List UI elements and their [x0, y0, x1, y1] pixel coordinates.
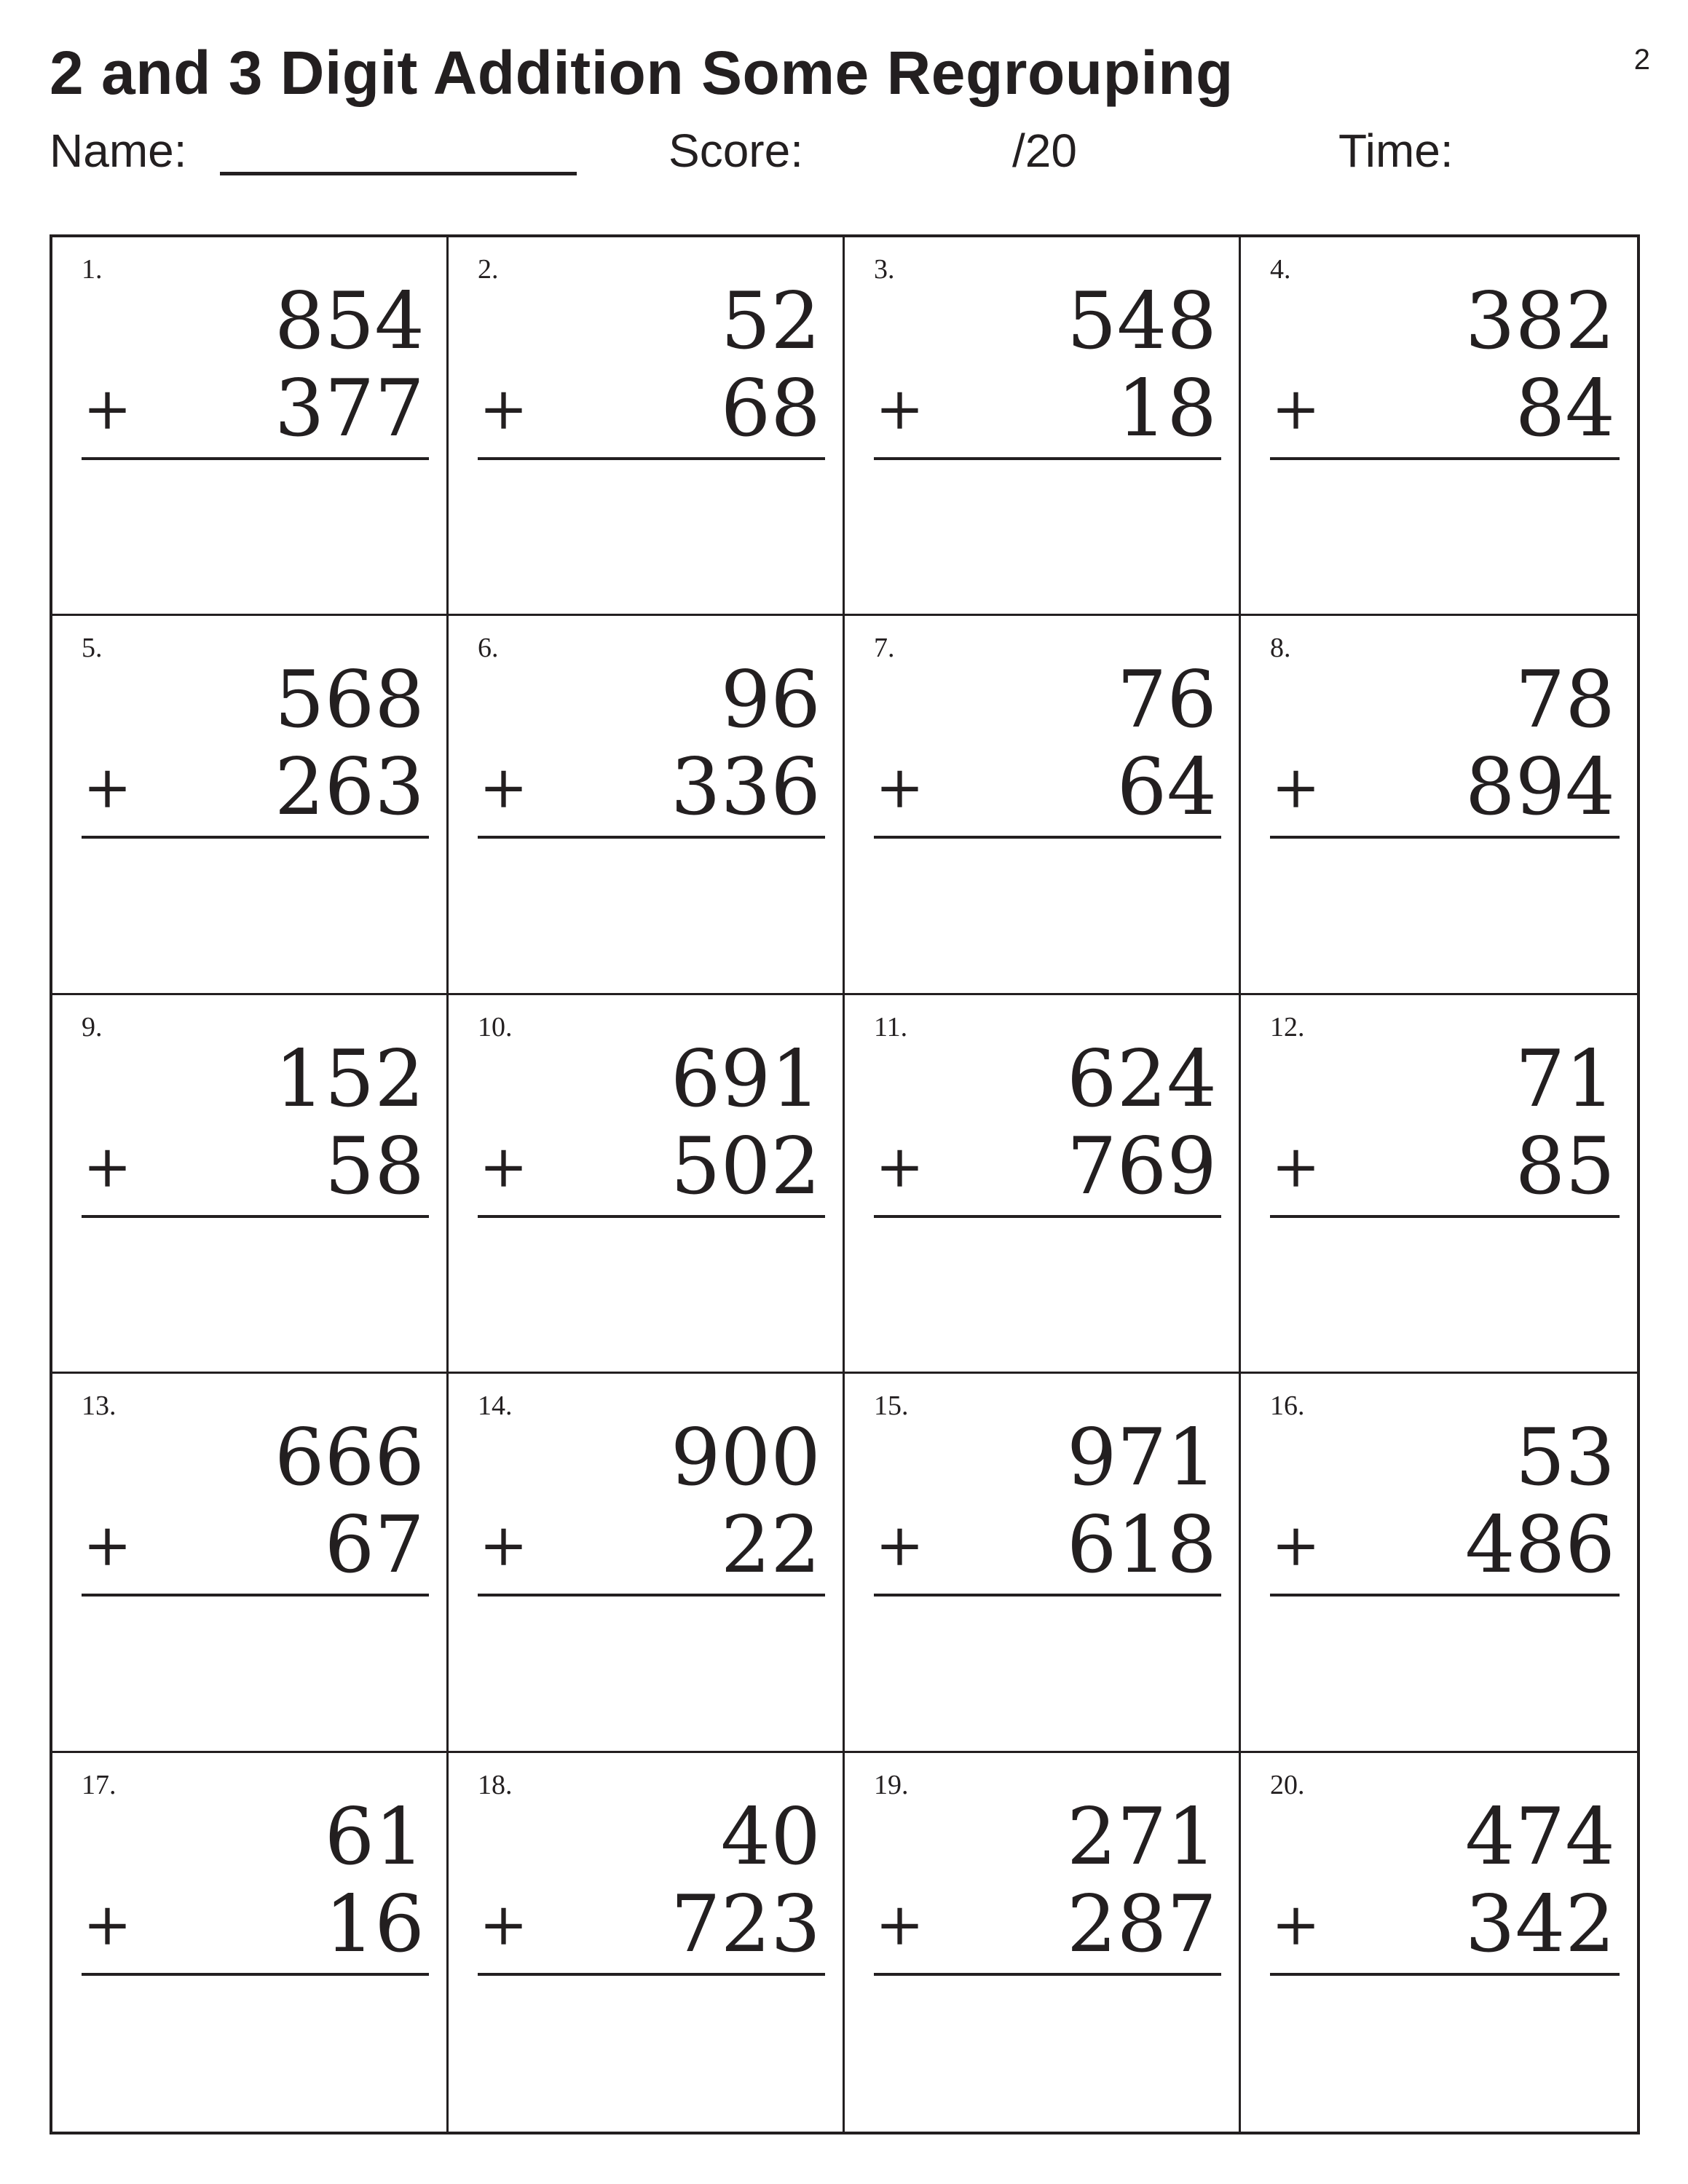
- addend-top: 61: [324, 1791, 425, 1883]
- problem-cell: [1241, 237, 1637, 616]
- problem-cell: [1241, 995, 1637, 1374]
- problem-number: 3.: [874, 254, 895, 285]
- addend-bottom: 894: [1464, 742, 1615, 834]
- problem-cell: [1241, 1753, 1637, 2132]
- addend-bottom: 67: [324, 1500, 425, 1591]
- plus-sign: +: [1271, 1132, 1321, 1200]
- problem-number: 4.: [1270, 254, 1291, 285]
- addend-top: 382: [1464, 276, 1615, 367]
- problem-number: 2.: [478, 254, 499, 285]
- problem-cell: [52, 237, 449, 616]
- addend-bottom: 22: [720, 1500, 821, 1591]
- plus-sign: +: [83, 375, 133, 443]
- addend-bottom: 723: [670, 1878, 821, 1970]
- addend-top: 152: [274, 1033, 425, 1125]
- plus-sign: +: [875, 753, 925, 822]
- addend-bottom: 336: [670, 742, 821, 834]
- addend-bottom: 502: [670, 1120, 821, 1212]
- problem-number: 11.: [874, 1011, 908, 1042]
- problem-number: 10.: [478, 1011, 513, 1042]
- problem-number: 5.: [82, 633, 103, 664]
- page-title: 2 and 3 Digit Addition Some Regrouping: [50, 39, 1234, 107]
- answer-line[interactable]: [478, 457, 825, 460]
- plus-sign: +: [875, 1132, 925, 1200]
- problem-cell: [449, 1753, 845, 2132]
- addend-bottom: 342: [1464, 1878, 1615, 1970]
- plus-sign: +: [479, 1132, 529, 1200]
- plus-sign: +: [83, 1132, 133, 1200]
- plus-sign: +: [479, 1511, 529, 1580]
- problem-cell: [52, 1374, 449, 1752]
- addend-bottom: 287: [1066, 1878, 1217, 1970]
- problem-number: 1.: [82, 254, 103, 285]
- addend-top: 71: [1515, 1033, 1615, 1125]
- plus-sign: +: [875, 375, 925, 443]
- answer-line[interactable]: [478, 1594, 825, 1597]
- addend-bottom: 769: [1066, 1120, 1217, 1212]
- problem-cell: [449, 995, 845, 1374]
- addend-top: 96: [720, 654, 821, 746]
- plus-sign: +: [1271, 1511, 1321, 1580]
- problem-cell: [845, 1753, 1241, 2132]
- addend-top: 666: [274, 1412, 425, 1504]
- plus-sign: +: [875, 1511, 925, 1580]
- plus-sign: +: [875, 1890, 925, 1958]
- addend-top: 53: [1515, 1412, 1615, 1504]
- problem-cell: [52, 616, 449, 994]
- problem-cell: [449, 1374, 845, 1752]
- problem-number: 17.: [82, 1769, 117, 1800]
- problem-number: 7.: [874, 633, 895, 664]
- score-total: /20: [1012, 124, 1077, 177]
- answer-line[interactable]: [478, 1215, 825, 1218]
- addend-top: 691: [670, 1033, 821, 1125]
- addend-top: 76: [1116, 654, 1217, 746]
- problem-grid: [50, 234, 1640, 2134]
- addend-bottom: 377: [274, 363, 425, 454]
- answer-line[interactable]: [874, 1594, 1221, 1597]
- addend-bottom: 18: [1116, 363, 1217, 454]
- addend-top: 624: [1066, 1033, 1217, 1125]
- addend-top: 900: [670, 1412, 821, 1504]
- addend-bottom: 68: [720, 363, 821, 454]
- answer-line[interactable]: [478, 1973, 825, 1976]
- problem-number: 18.: [478, 1769, 513, 1800]
- problem-cell: [845, 1374, 1241, 1752]
- addend-top: 568: [274, 654, 425, 746]
- addend-top: 52: [720, 276, 821, 367]
- addend-bottom: 64: [1116, 742, 1217, 834]
- answer-line[interactable]: [82, 1215, 429, 1218]
- name-label: Name:: [50, 124, 187, 177]
- answer-line[interactable]: [1270, 1215, 1620, 1218]
- answer-line[interactable]: [478, 836, 825, 839]
- plus-sign: +: [1271, 753, 1321, 822]
- answer-line[interactable]: [874, 1215, 1221, 1218]
- answer-line[interactable]: [1270, 1973, 1620, 1976]
- problem-cell: [449, 237, 845, 616]
- problem-number: 15.: [874, 1390, 909, 1422]
- page-number: 2: [1633, 44, 1650, 76]
- addend-bottom: 85: [1515, 1120, 1615, 1212]
- addend-top: 271: [1066, 1791, 1217, 1883]
- addend-top: 971: [1066, 1412, 1217, 1504]
- addend-bottom: 618: [1066, 1500, 1217, 1591]
- plus-sign: +: [1271, 1890, 1321, 1958]
- problem-cell: [52, 1753, 449, 2132]
- name-field[interactable]: [220, 172, 577, 175]
- plus-sign: +: [83, 1890, 133, 1958]
- answer-line[interactable]: [82, 1973, 429, 1976]
- problem-number: 6.: [478, 633, 499, 664]
- answer-line[interactable]: [82, 1594, 429, 1597]
- problem-cell: [52, 995, 449, 1374]
- answer-line[interactable]: [82, 836, 429, 839]
- problem-number: 13.: [82, 1390, 117, 1422]
- answer-line[interactable]: [1270, 457, 1620, 460]
- addend-top: 854: [274, 276, 425, 367]
- addend-top: 474: [1464, 1791, 1615, 1883]
- plus-sign: +: [83, 753, 133, 822]
- addend-top: 78: [1515, 654, 1615, 746]
- problem-cell: [845, 616, 1241, 994]
- score-label: Score:: [669, 124, 803, 177]
- problem-cell: [1241, 616, 1637, 994]
- answer-line[interactable]: [82, 457, 429, 460]
- problem-number: 14.: [478, 1390, 513, 1422]
- answer-line[interactable]: [874, 457, 1221, 460]
- addend-bottom: 263: [274, 742, 425, 834]
- addend-bottom: 16: [324, 1878, 425, 1970]
- problem-cell: [1241, 1374, 1637, 1752]
- problem-cell: [845, 237, 1241, 616]
- problem-number: 19.: [874, 1769, 909, 1800]
- answer-line[interactable]: [1270, 1594, 1620, 1597]
- plus-sign: +: [479, 1890, 529, 1958]
- problem-number: 8.: [1270, 633, 1291, 664]
- addend-bottom: 486: [1464, 1500, 1615, 1591]
- plus-sign: +: [479, 375, 529, 443]
- addend-top: 548: [1066, 276, 1217, 367]
- problem-number: 20.: [1270, 1769, 1305, 1800]
- problem-cell: [845, 995, 1241, 1374]
- problem-number: 9.: [82, 1011, 103, 1042]
- addend-bottom: 84: [1515, 363, 1615, 454]
- plus-sign: +: [83, 1511, 133, 1580]
- problem-number: 16.: [1270, 1390, 1305, 1422]
- addend-top: 40: [720, 1791, 821, 1883]
- answer-line[interactable]: [874, 836, 1221, 839]
- answer-line[interactable]: [1270, 836, 1620, 839]
- time-label: Time:: [1338, 124, 1454, 177]
- plus-sign: +: [1271, 375, 1321, 443]
- problem-cell: [449, 616, 845, 994]
- answer-line[interactable]: [874, 1973, 1221, 1976]
- plus-sign: +: [479, 753, 529, 822]
- addend-bottom: 58: [324, 1120, 425, 1212]
- problem-number: 12.: [1270, 1011, 1305, 1042]
